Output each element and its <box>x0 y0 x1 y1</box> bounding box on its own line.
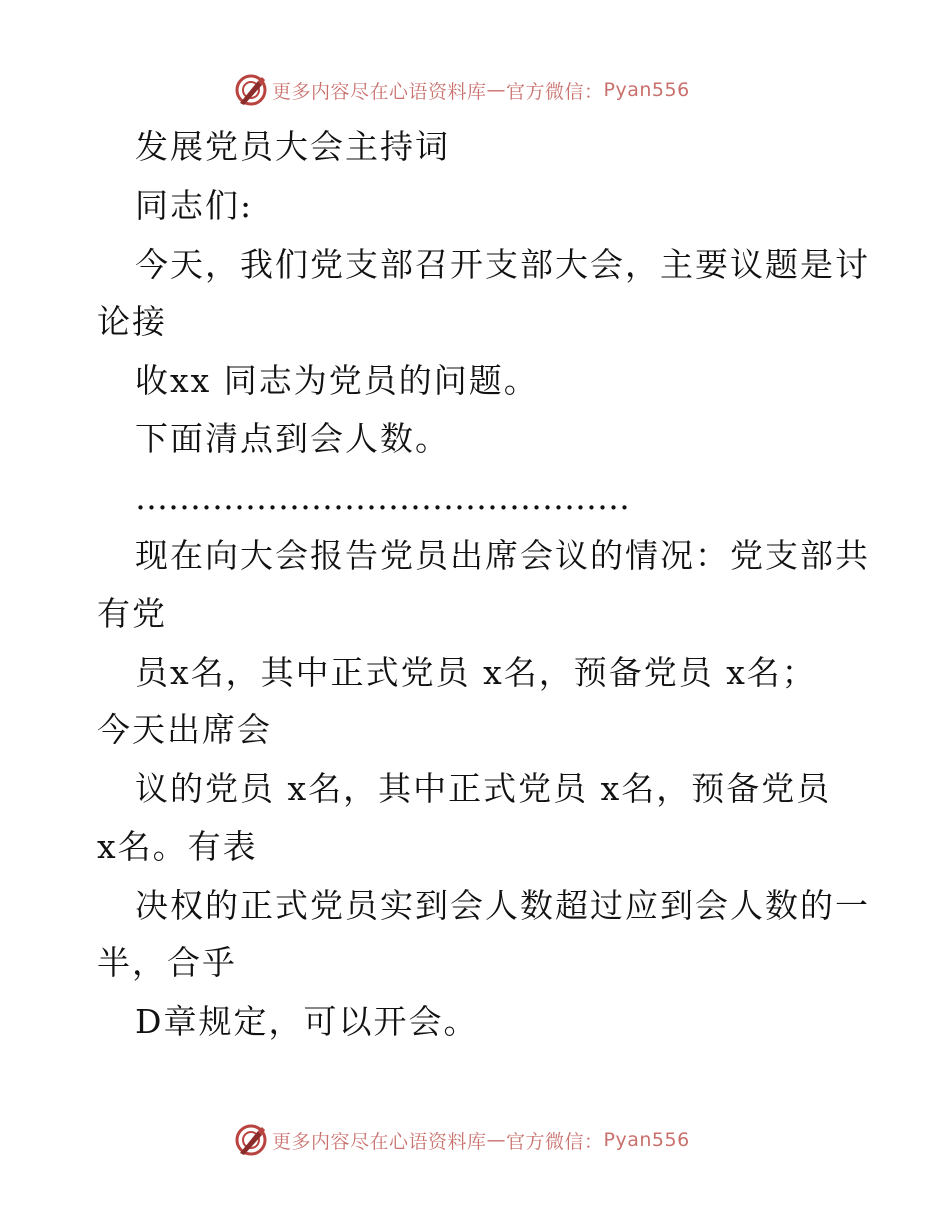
paragraph-line: 收xx 同志为党员的问题。 <box>135 361 539 400</box>
paragraph-line: 决权的正式党员实到会人数超过应到会人数的一 <box>135 886 870 925</box>
watermark-suffix: 官方微信： <box>506 1130 604 1153</box>
watermark-text: 更多内容尽在心语资料库 <box>272 80 487 103</box>
watermark-text: 更多内容尽在心语资料库 <box>272 1130 487 1153</box>
paragraph-line: x名。有表 <box>97 827 258 866</box>
watermark-id: Pyan556 <box>603 79 690 101</box>
watermark-header <box>234 72 690 108</box>
paragraph-line: 现在向大会报告党员出席会议的情况：党支部共 <box>135 536 870 575</box>
paragraph-line: 员x名，其中正式党员 x名，预备党员 x名； <box>135 653 817 692</box>
watermark-id: Pyan556 <box>603 1129 690 1151</box>
paragraph-line: 下面清点到会人数。 <box>135 419 450 458</box>
paragraph-line: D章规定，可以开会。 <box>135 1002 479 1041</box>
pen-logo-icon <box>234 1123 268 1157</box>
watermark-suffix: 官方微信： <box>506 80 604 103</box>
ellipsis-line: ……………………………………… <box>135 478 630 517</box>
watermark-separator: — <box>486 79 507 101</box>
watermark-footer <box>234 1122 690 1158</box>
paragraph-line: 有党 <box>97 594 167 633</box>
paragraph-line: 议的党员 x名，其中正式党员 x名，预备党员 <box>135 769 832 808</box>
watermark-separator: — <box>486 1129 507 1151</box>
paragraph-line: 半，合乎 <box>97 943 237 982</box>
paragraph-line: 论接 <box>97 302 167 341</box>
pen-logo-icon <box>234 73 268 107</box>
greeting: 同志们: <box>135 186 254 225</box>
document-title: 发展党员大会主持词 <box>135 127 450 166</box>
paragraph-line: 今天出席会 <box>97 710 272 749</box>
paragraph-line: 今天，我们党支部召开支部大会，主要议题是讨 <box>135 245 870 284</box>
